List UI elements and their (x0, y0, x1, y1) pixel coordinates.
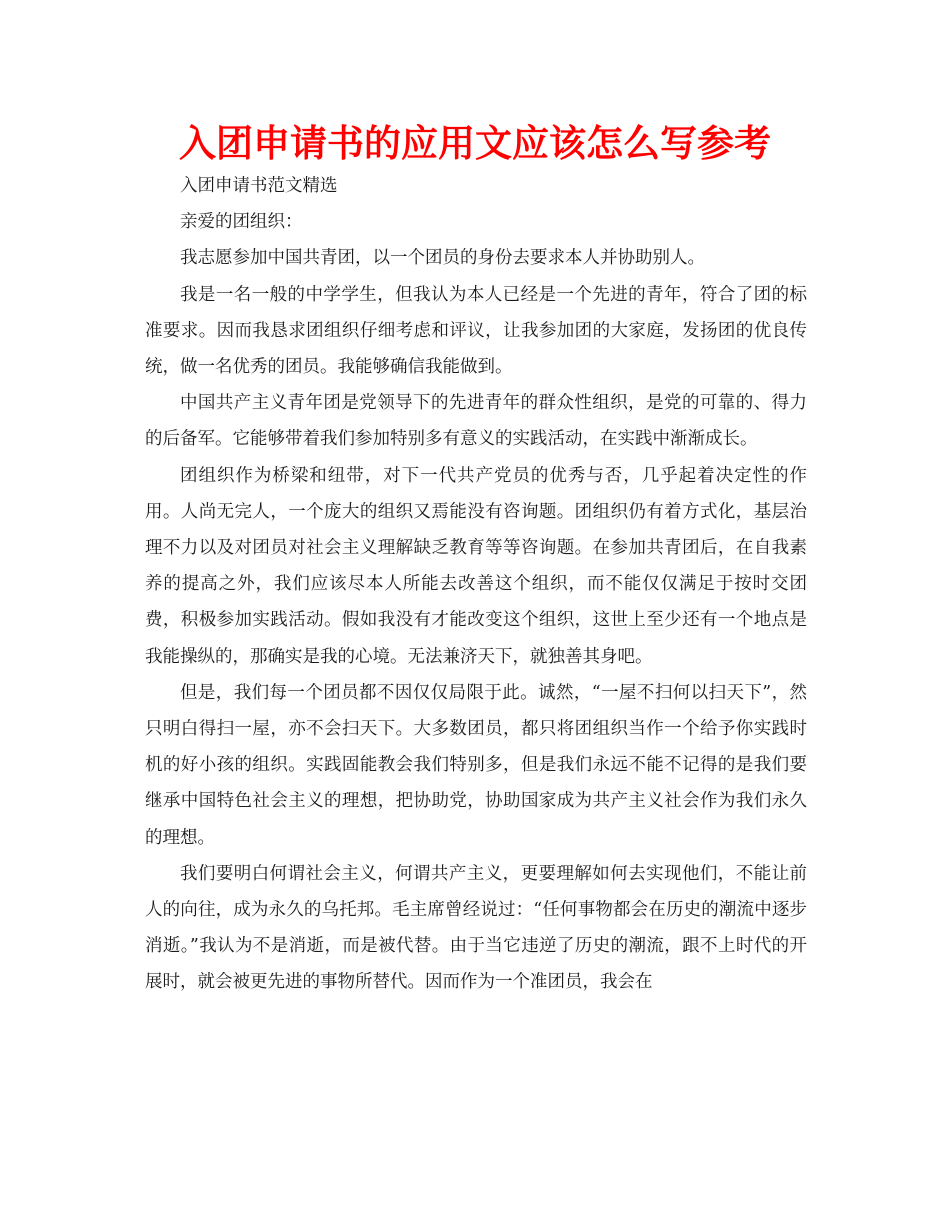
body-paragraph: 我们要明白何谓社会主义，何谓共产主义，更要理解如何去实现他们，不能让前人的向往，成为永久的乌托邦。毛主席曾经说过：“任何事物都会在历史的潮流中逐步消逝。”我认为不是消逝，而是被代替。由于当它违逆了历史的潮流，跟不上时代的开展时，就会被更先进的事物所替代。因而作为一个准团员，我会在 (145, 863, 807, 993)
body-paragraph: 但是，我们每一个团员都不因仅仅局限于此。诚然，“一屋不扫何以扫天下”，然只明白得扫一屋，亦不会扫天下。大多数团员，都只将团组织当作一个给予你实践时机的好小孩的组织。实践固能教会我们特别多，但是我们永远不能不记得的是我们要继承中国特色社会主义的理想，把协助党，协助国家成为共产主义社会作为我们永久的理想。 (145, 682, 807, 848)
body-paragraph: 中国共产主义青年团是党领导下的先进青年的群众性组织，是党的可靠的、得力的后备军。它能够带着我们参加特别多有意义的实践活动，在实践中渐渐成长。 (145, 393, 807, 450)
document-title: 入团申请书的应用文应该怎么写参考 (179, 122, 771, 165)
subtitle-paragraph: 入团申请书范文精选 (180, 176, 338, 196)
body-paragraph: 我是一名一般的中学学生，但我认为本人已经是一个先进的青年，符合了团的标准要求。因而我恳求团组织仔细考虑和评议，让我参加团的大家庭，发扬团的优良传统，做一名优秀的团员。我能够确信我能做到。 (145, 284, 807, 378)
body-paragraph: 我志愿参加中国共青团，以一个团员的身份去要求本人并协助别人。 (180, 248, 705, 269)
salutation-paragraph: 亲爱的团组织： (180, 212, 303, 233)
body-paragraph: 团组织作为桥梁和纽带，对下一代共产党员的优秀与否，几乎起着决定性的作用。人尚无完人，一个庞大的组织又焉能没有咨询题。团组织仍有着方式化，基层治理不力以及对团员对社会主义理解缺乏教育等等咨询题。在参加共青团后，在自我素养的提高之外，我们应该尽本人所能去改善这个组织，而不能仅仅满足于按时交团费，积极参加实践活动。假如我没有才能改变这个组织，这世上至少还有一个地点是我能操纵的，那确实是我的心境。无法兼济天下，就独善其身吧。 (145, 465, 807, 667)
document-body (145, 168, 807, 1001)
